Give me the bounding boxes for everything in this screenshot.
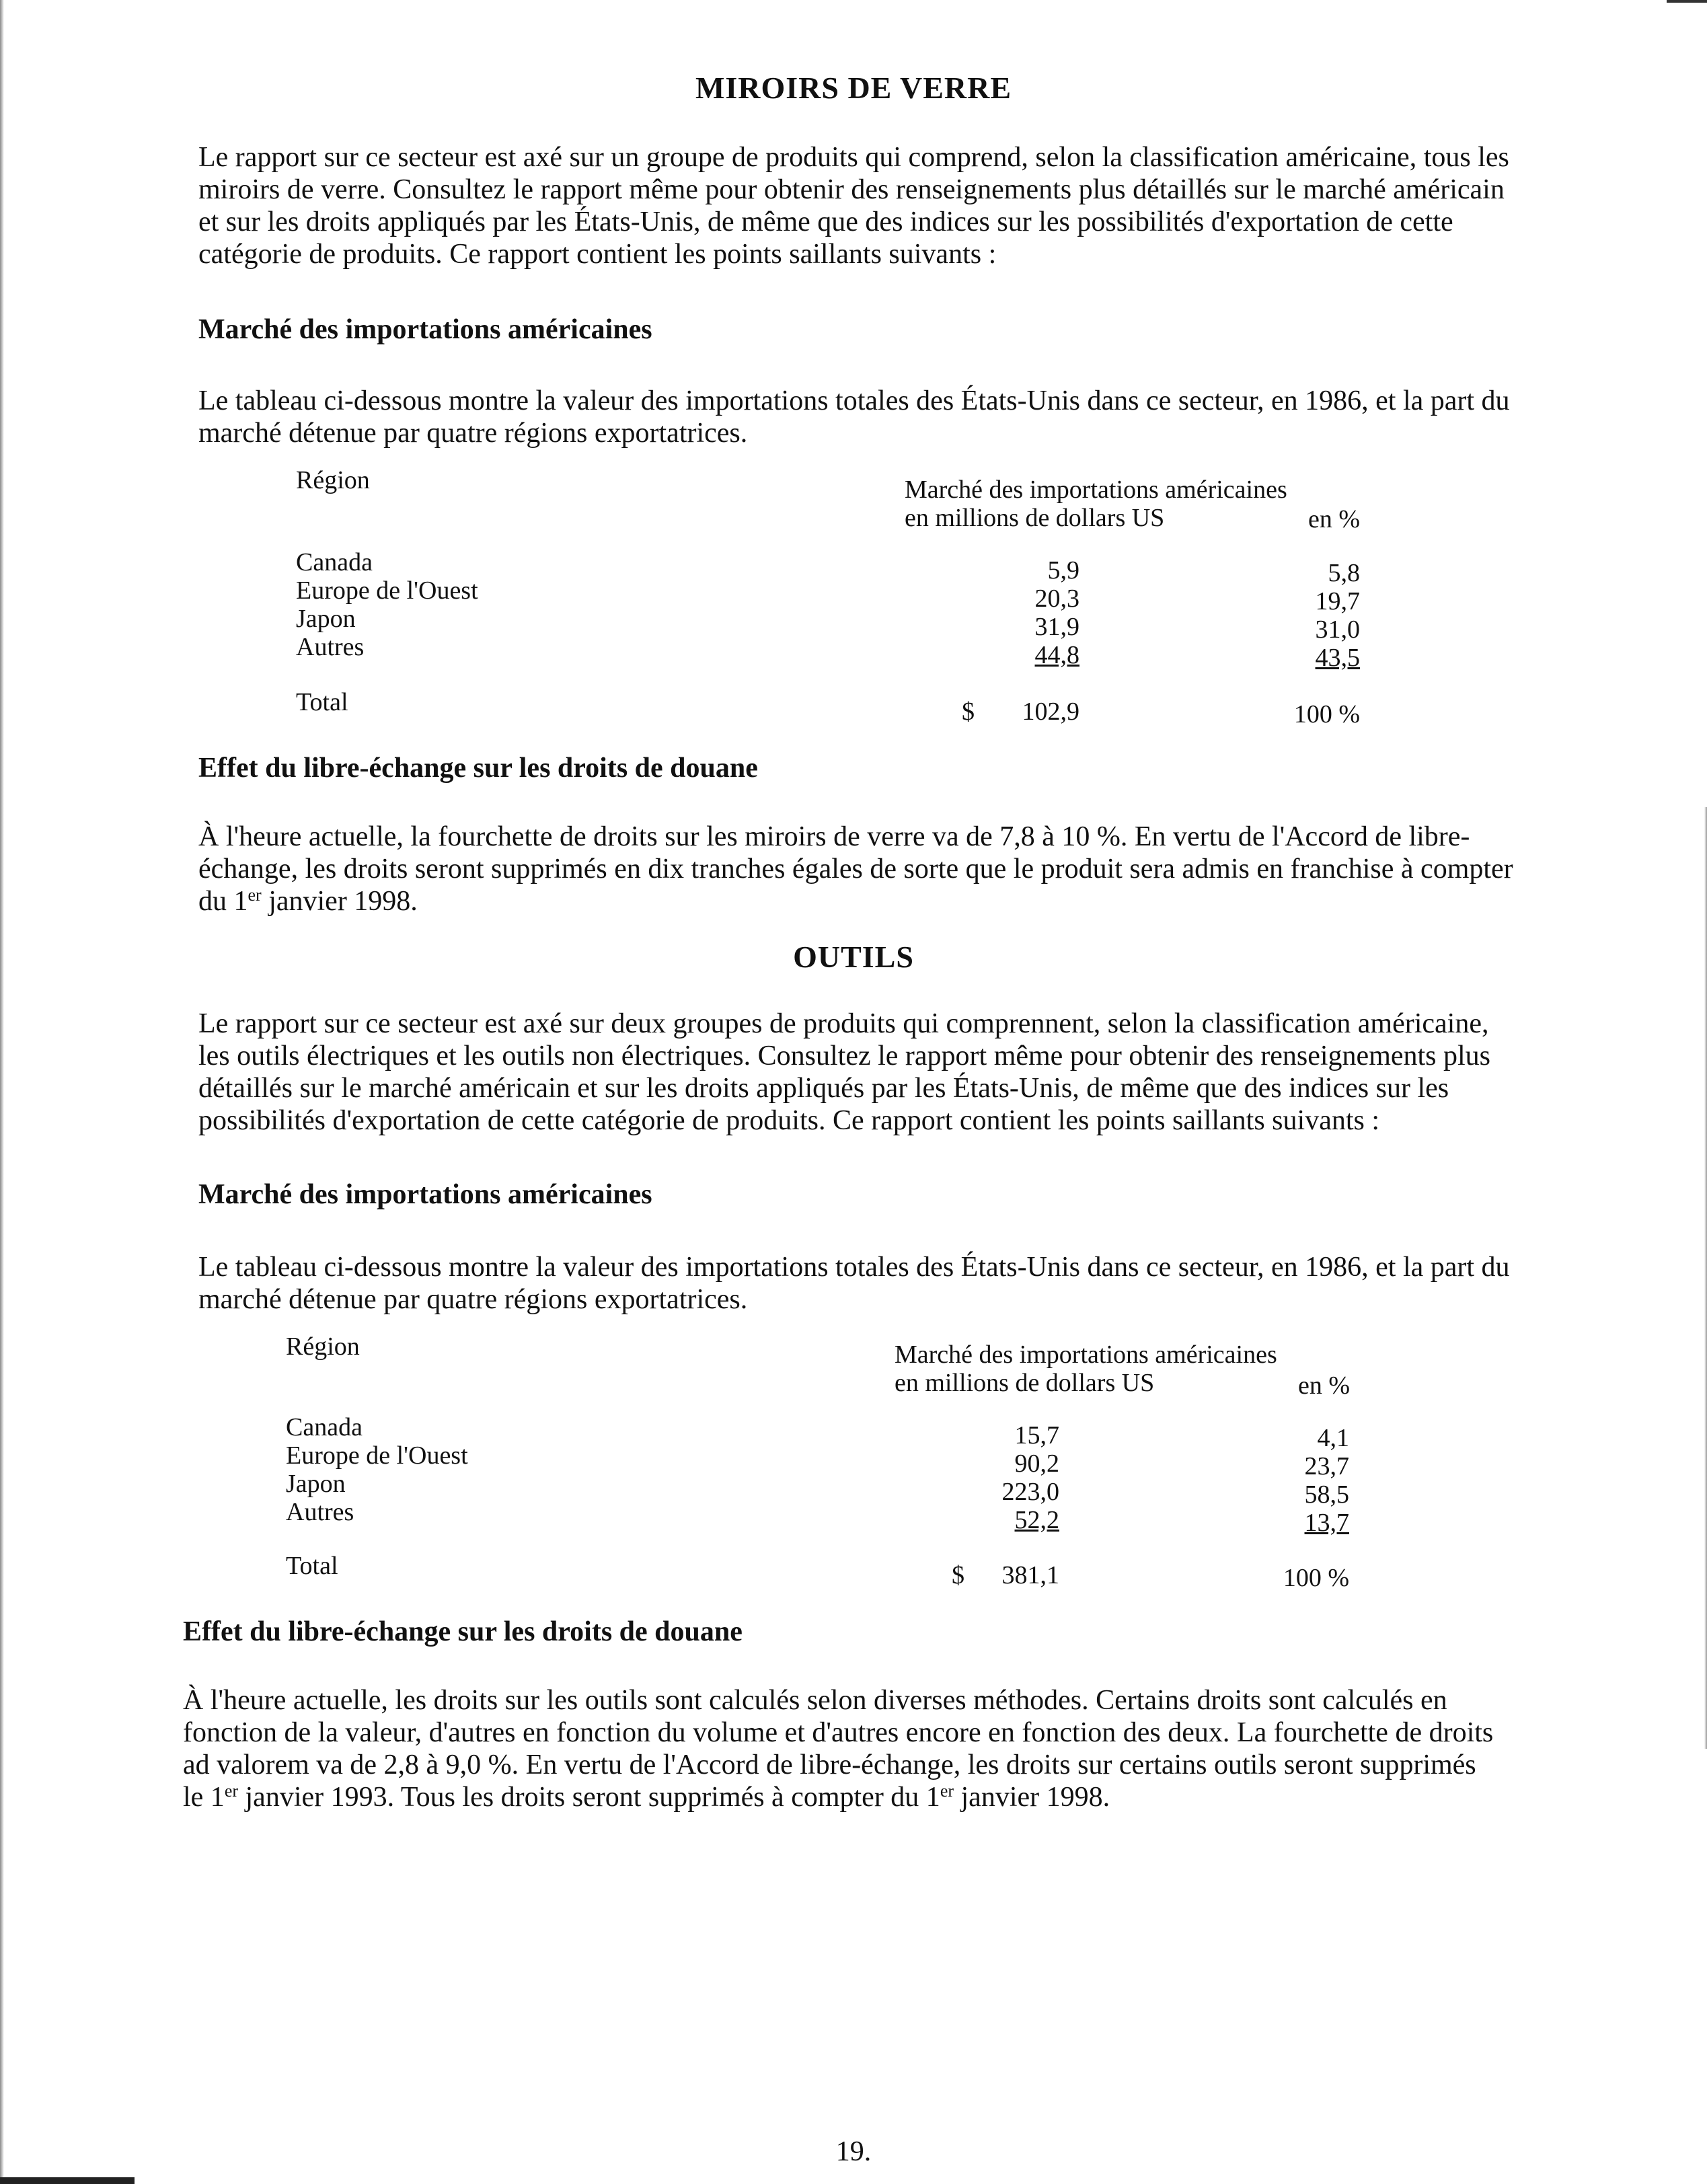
market-text-outils: Le tableau ci-dessous montre la valeur des importations totales des États-Unis dans ce secteur, en 1986, et la part du marché détenue par quatre régions exportatrices. (198, 1252, 1510, 1315)
col-header-market-unit: en millions de dollars US (905, 504, 1165, 532)
section-intro-outils: Le rapport sur ce secteur est axé sur deux groupes de produits qui comprennent, selon la classification américaine, les outils électriques et les outils non électriques. Consultez le rapport même pour obtenir des renseignements plus détaillés sur le marché américain et sur les droits appliqués par les États-Unis, de même que des indices sur les possibilités d'exportation de cette catégorie de produits. Ce rapport contient les points saillants suivants : (198, 1008, 1491, 1136)
tariff-text-part: janvier 1998. (261, 886, 418, 917)
ordinal-suffix: er (940, 1781, 954, 1801)
ordinal-suffix: er (248, 885, 262, 905)
table-row-region: Europe de l'Ouest (296, 576, 478, 605)
table-row-pct: 5,8 (1328, 559, 1360, 587)
col-header-region: Région (296, 466, 370, 494)
table-total-pct: 100 % (1293, 700, 1360, 728)
section-heading-miroirs: MIROIRS DE VERRE (695, 71, 1012, 105)
col-header-market-unit: en millions de dollars US (895, 1369, 1155, 1397)
section-heading-outils: OUTILS (793, 940, 914, 974)
market-heading-outils: Marché des importations américaines (198, 1179, 652, 1210)
market-heading-miroirs: Marché des importations américaines (198, 314, 652, 345)
table-total-value: 381,1 (1001, 1561, 1059, 1589)
table-row-value: 52,2 (1014, 1506, 1059, 1534)
table-row-pct: 19,7 (1315, 587, 1360, 615)
table-row-region: Europe de l'Ouest (286, 1441, 468, 1470)
col-header-region: Région (286, 1332, 360, 1361)
section-intro-miroirs: Le rapport sur ce secteur est axé sur un groupe de produits qui comprend, selon la classification américaine, tous les miroirs de verre. Consultez le rapport même pour obtenir des renseignements plus détaillés sur le marché américain et sur les droits appliqués par les États-Unis, de même que des indices sur les possibilités d'exportation de cette catégorie de produits. Ce rapport contient les points saillants suivants : (198, 142, 1509, 270)
table-total-pct: 100 % (1283, 1564, 1349, 1592)
market-text-miroirs: Le tableau ci-dessous montre la valeur des importations totales des États-Unis dans ce secteur, en 1986, et la part du marché détenue par quatre régions exportatrices. (198, 385, 1510, 449)
scan-mark (0, 2177, 135, 2184)
tariff-text-part: À l'heure actuelle, les droits sur les outils sont calculés selon diverses méthodes. Certains droits sont calculés en fonction de la valeur, d'autres en fonction du volume et d'autres encore en fonction des deux. La fourchette de droits ad valorem va de 2,8 à 9,0 %. En vertu de l'Accord de libre-échange, les droits sur certains outils seront supprimés le 1 (183, 1685, 1494, 1813)
tariff-text-miroirs (198, 821, 1517, 917)
tariff-heading-miroirs: Effet du libre-échange sur les droits de douane (198, 753, 758, 784)
table-row-pct: 23,7 (1304, 1452, 1349, 1480)
table-row-region: Japon (296, 605, 356, 633)
table-row-region: Canada (296, 548, 373, 576)
col-header-market: Marché des importations américaines (905, 476, 1287, 504)
ordinal-suffix: er (224, 1781, 239, 1801)
table-row-pct: 43,5 (1315, 644, 1360, 672)
tariff-text-part: À l'heure actuelle, la fourchette de droits sur les miroirs de verre va de 7,8 à 10 %. En vertu de l'Accord de libre-échange, les droits seront supprimés en dix tranches égales de sorte que le produit sera admis en franchise à compter du 1 (198, 821, 1513, 917)
table-row-value: 20,3 (1034, 585, 1079, 613)
table-row-region: Autres (286, 1498, 354, 1526)
table-row-value: 223,0 (1001, 1478, 1059, 1506)
table-total-value: 102,9 (1022, 698, 1079, 726)
col-header-pct: en % (1298, 1371, 1351, 1400)
table-row-value: 90,2 (1014, 1449, 1059, 1478)
table-row-pct: 31,0 (1315, 615, 1360, 644)
table-row-value: 31,9 (1034, 613, 1079, 641)
tariff-text-outils (183, 1684, 1501, 1813)
table-row-value: 44,8 (1034, 641, 1079, 669)
tariff-heading-outils: Effet du libre-échange sur les droits de douane (183, 1616, 743, 1647)
table-total-currency: $ (962, 698, 975, 726)
table-row-pct: 58,5 (1304, 1480, 1349, 1509)
tariff-text-part: janvier 1998. (954, 1782, 1110, 1813)
table-row-value: 5,9 (1047, 556, 1079, 585)
tariff-text-part: janvier 1993. Tous les droits seront supprimés à compter du 1 (238, 1782, 940, 1813)
table-total-label: Total (296, 688, 348, 716)
table-row-region: Canada (286, 1413, 363, 1441)
table-row-pct: 4,1 (1317, 1424, 1349, 1452)
scan-edge (0, 0, 4, 2184)
table-row-region: Autres (296, 633, 365, 661)
table-total-label: Total (286, 1552, 338, 1580)
col-header-pct: en % (1308, 505, 1361, 533)
scan-mark (1667, 0, 1707, 3)
table-total-currency: $ (952, 1561, 964, 1589)
page-number: 19. (835, 2136, 872, 2167)
table-row-value: 15,7 (1014, 1421, 1059, 1449)
table-row-region: Japon (286, 1470, 346, 1498)
table-row-pct: 13,7 (1304, 1509, 1349, 1537)
col-header-market: Marché des importations américaines (895, 1341, 1277, 1369)
